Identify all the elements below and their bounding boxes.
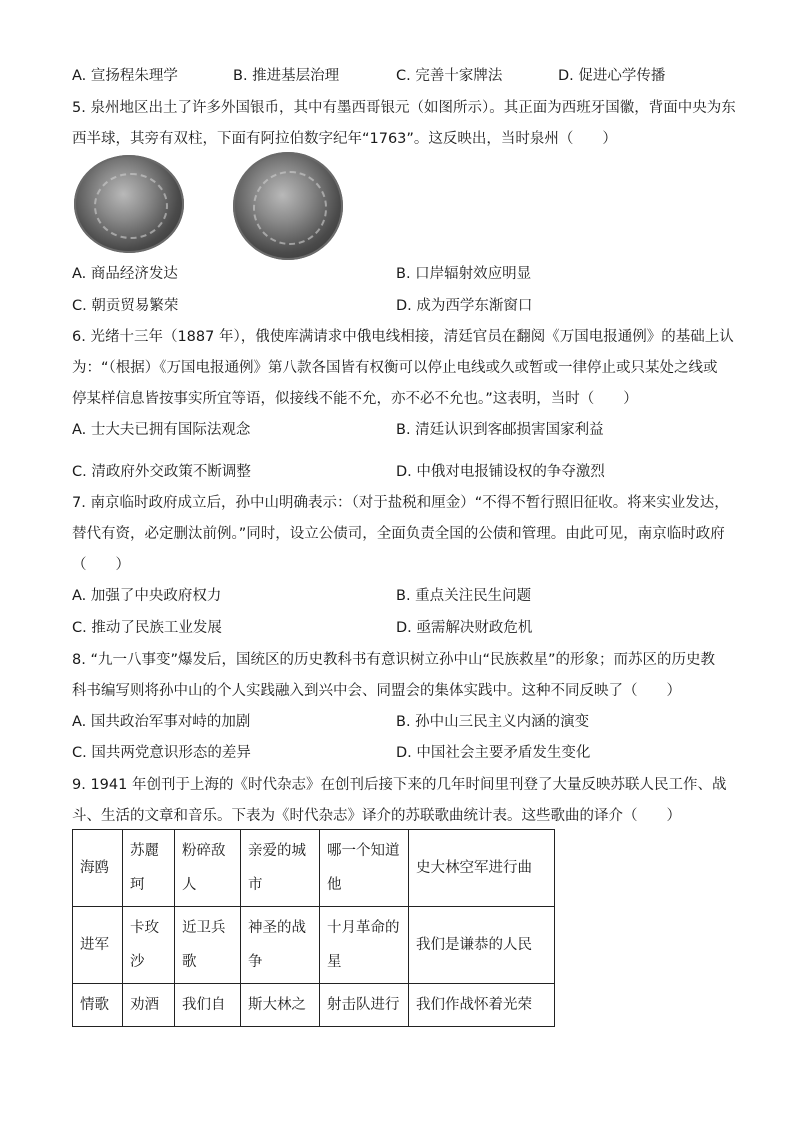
q5-option-c[interactable]: C. 朝贡贸易繁荣	[72, 298, 179, 314]
q8-option-b[interactable]: B. 孙中山三民主义内涵的演变	[396, 714, 590, 730]
q8-stem-line-1: 8. “九一八事变”爆发后，国统区的历史教科书有意识树立孙中山“民族救星”的形象；而苏区的历史教	[72, 652, 715, 668]
q5-option-a[interactable]: A. 商品经济发达	[72, 266, 178, 282]
q7-option-c[interactable]: C. 推动了民族工业发展	[72, 620, 222, 636]
q7-stem-line-2: 替代有资，必定删汰前例。”同时，设立公债司，全面负责全国的公债和管理。由此可见，南京临时政府	[72, 526, 725, 542]
table-cell: 十月革命的星	[320, 907, 409, 984]
q5-option-b[interactable]: B. 口岸辐射效应明显	[396, 266, 532, 282]
q6-option-c[interactable]: C. 清政府外交政策不断调整	[72, 464, 251, 480]
table-cell: 情歌	[73, 984, 123, 1027]
q4-option-b[interactable]: B. 推进基层治理	[233, 68, 340, 84]
q8-stem-line-2: 科书编写则将孙中山的个人实践融入到兴中会、同盟会的集体实践中。这种不同反映了（ ）	[72, 683, 681, 699]
table-cell: 神圣的战争	[241, 907, 320, 984]
q8-option-a[interactable]: A. 国共政治军事对峙的加剧	[72, 714, 251, 730]
q6-option-a[interactable]: A. 士大夫已拥有国际法观念	[72, 422, 251, 438]
q7-stem-line-1: 7. 南京临时政府成立后，孙中山明确表示：（对于盐税和厘金）“不得不暂行照旧征收。将来实业发达，	[72, 495, 729, 511]
table-row	[73, 907, 555, 984]
q7-option-a[interactable]: A. 加强了中央政府权力	[72, 588, 222, 604]
q6-stem-line-1: 6. 光绪十三年（1887 年），俄使库满请求中俄电线相接，清廷官员在翻阅《万国电报通例》的基础上认	[72, 329, 734, 345]
q4-option-d[interactable]: D. 促进心学传播	[558, 68, 666, 84]
table-cell: 射击队进行	[320, 984, 409, 1027]
q5-option-d[interactable]: D. 成为西学东渐窗口	[396, 298, 533, 314]
table-cell: 我们自	[175, 984, 241, 1027]
q6-option-d[interactable]: D. 中俄对电报铺设权的争夺激烈	[396, 464, 605, 480]
q4-option-a[interactable]: A. 宣扬程朱理学	[72, 68, 178, 84]
table-cell: 劝酒	[123, 984, 175, 1027]
q9-stem-line-2: 斗、生活的文章和音乐。下表为《时代杂志》译介的苏联歌曲统计表。这些歌曲的译介（ ）	[72, 808, 681, 824]
q7-stem-line-3: （ ）	[72, 557, 130, 573]
table-cell: 卡玫沙	[123, 907, 175, 984]
q6-stem-line-3: 停某样信息皆按事实所宜等语，似接线不能不允，亦不必不允也。”这表明，当时（ ）	[72, 391, 638, 407]
table-cell: 斯大林之	[241, 984, 320, 1027]
table-cell: 近卫兵歌	[175, 907, 241, 984]
q5-stem-line-1: 5. 泉州地区出土了许多外国银币，其中有墨西哥银元（如图所示）。其正面为西班牙国徽，背面中央为东	[72, 100, 736, 116]
q7-option-b[interactable]: B. 重点关注民生问题	[396, 588, 532, 604]
q8-option-c[interactable]: C. 国共两党意识形态的差异	[72, 745, 251, 761]
table-cell: 苏麗珂	[123, 830, 175, 907]
table-cell: 海鸥	[73, 830, 123, 907]
q7-option-d[interactable]: D. 亟需解决财政危机	[396, 620, 533, 636]
q4-option-c[interactable]: C. 完善十家牌法	[396, 68, 503, 84]
q5-stem-line-2: 西半球，其旁有双柱，下面有阿拉伯数字纪年“1763”。这反映出，当时泉州（ ）	[72, 131, 617, 147]
table-cell: 我们作战怀着光荣	[409, 984, 555, 1027]
table-cell: 粉碎敌人	[175, 830, 241, 907]
coin-reverse-icon	[233, 152, 343, 260]
coin-obverse-icon	[74, 155, 184, 253]
table-row	[73, 984, 555, 1027]
q6-stem-line-2: 为：“（根据）《万国电报通例》第八款各国皆有权衡可以停止电线或久或暂或一律停止或只某处之线或	[72, 360, 718, 376]
table-cell: 史大林空军进行曲	[409, 830, 555, 907]
soviet-songs-table	[72, 829, 555, 1027]
table-cell: 进军	[73, 907, 123, 984]
q6-option-b[interactable]: B. 清廷认识到客邮损害国家利益	[396, 422, 604, 438]
table-cell: 我们是谦恭的人民	[409, 907, 555, 984]
table-row	[73, 830, 555, 907]
table-cell: 亲爱的城市	[241, 830, 320, 907]
table-cell: 哪一个知道他	[320, 830, 409, 907]
q9-stem-line-1: 9. 1941 年创刊于上海的《时代杂志》在创刊后接下来的几年时间里刊登了大量反映苏联人民工作、战	[72, 777, 727, 793]
q8-option-d[interactable]: D. 中国社会主要矛盾发生变化	[396, 745, 591, 761]
